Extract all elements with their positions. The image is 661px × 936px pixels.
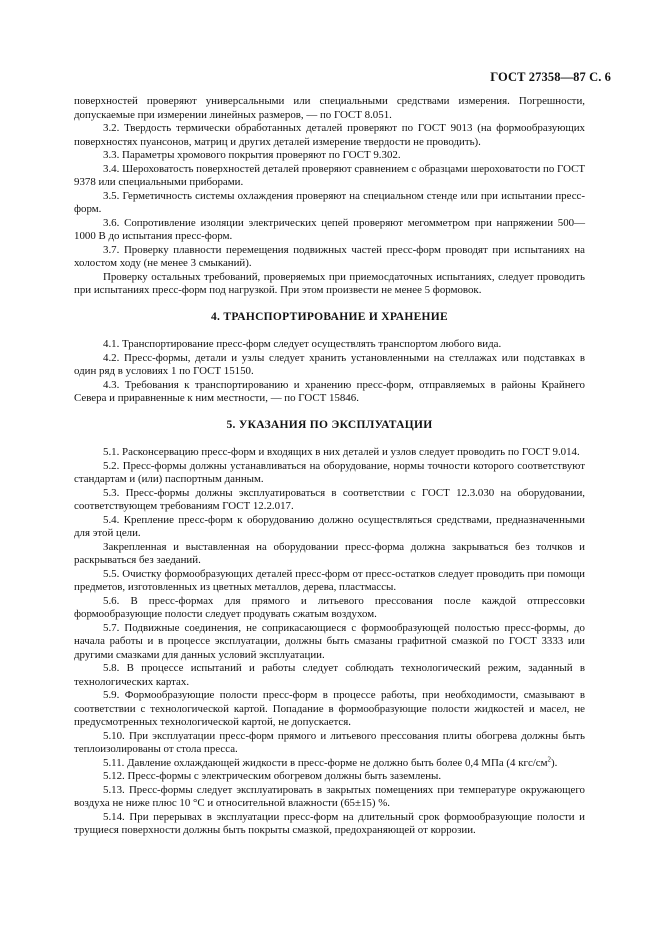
paragraph-5-6: 5.6. В пресс-формах для прямого и литьевого прессования после каждой отпрессовки формообразующие полости следует продувать сжатым воздухом. (74, 594, 585, 620)
paragraph-4-2: 4.2. Пресс-формы, детали и узлы следует хранить установленными на стеллажах или подставках в один ряд в условиях 1 по ГОСТ 15150. (74, 351, 585, 377)
paragraph-3-6: 3.6. Сопротивление изоляции электрических цепей проверяют мегомметром при напряжении 500—1000 В до испытания пресс-форм. (74, 216, 585, 242)
paragraph-5-4: 5.4. Крепление пресс-форм к оборудованию должно осуществляться средствами, предназначенными для этой цели. (74, 513, 585, 539)
paragraph-3-7-note: Проверку остальных требований, проверяемых при приемосдаточных испытаниях, следует проводить при испытаниях пресс-форм под нагрузкой. При этом произвести не менее 5 формовок. (74, 270, 585, 296)
paragraph-5-1: 5.1. Расконсервацию пресс-форм и входящих в них деталей и узлов следует проводить по ГОСТ 9.014. (103, 446, 580, 458)
paragraph-5-13: 5.13. Пресс-формы следует эксплуатировать в закрытых помещениях при температуре окружающего воздуха не ниже плюс 10 °С и относительной влажности (65±15) %. (74, 783, 585, 809)
paragraph-3-4: 3.4. Шероховатость поверхностей деталей проверяют сравнением с образцами шероховатости по ГОСТ 9378 или специальными приборами. (74, 162, 585, 188)
paragraph-3-5: 3.5. Герметичность системы охлаждения проверяют на специальном стенде или при испытании пресс-форм. (74, 189, 585, 215)
superscript: 2 (547, 754, 552, 763)
paragraph-3-3: 3.3. Параметры хромового покрытия проверяют по ГОСТ 9.302. (103, 149, 401, 161)
paragraph-5-14: 5.14. При перерывах в эксплуатации пресс-форм на длительный срок формообразующие полости и трущиеся поверхности должны быть покрыты смазкой, предохраняющей от коррозии. (74, 810, 585, 836)
paragraph-5-5: 5.5. Очистку формообразующих деталей пресс-форм от пресс-остатков следует проводить при помощи предметов, изготовленных из цветных металлов, дерева, пластмассы. (74, 567, 585, 593)
paragraph-5-12: 5.12. Пресс-формы с электрическим обогревом должны быть заземлены. (103, 770, 442, 782)
paragraph-5-4-note: Закрепленная и выставленная на оборудовании пресс-форма должна закрываться без толчков и раскрываться без заеданий. (74, 540, 585, 566)
paragraph-5-9: 5.9. Формообразующие полости пресс-форм в процессе работы, при необходимости, смазывают в соответствии с технологической картой. Попадание в формообразующие полости жидкостей и масел, не предусмотренных технологической картой, не допускается. (74, 689, 585, 728)
paragraph-4-3: 4.3. Требования к транспортированию и хранению пресс-форм, отправляемых в районы Крайнего Севера и приравненные к ним местности, — по ГОСТ 15846. (74, 378, 585, 404)
paragraph-5-11-text: 5.11. Давление охлаждающей жидкости в пресс-форме не должно быть более 0,4 МПа (4 кгс/см (103, 756, 548, 769)
section-5-heading: 5. УКАЗАНИЯ ПО ЭКСПЛУАТАЦИИ (226, 418, 433, 431)
paragraph-5-11 (74, 754, 585, 771)
section-4-heading: 4. ТРАНСПОРТИРОВАНИЕ И ХРАНЕНИЕ (211, 310, 448, 323)
paragraph-5-3: 5.3. Пресс-формы должны эксплуатироваться в соответствии с ГОСТ 12.3.030 на оборудовании, соответствующем требованиям ГОСТ 12.2.017. (74, 486, 585, 512)
page-header: ГОСТ 27358—87 С. 6 (490, 70, 611, 84)
paragraph-4-1: 4.1. Транспортирование пресс-форм следует осуществлять транспортом любого вида. (103, 338, 502, 350)
paragraph-3-7: 3.7. Проверку плавности перемещения подвижных частей пресс-форм проводят при испытаниях на холостом ходу (не менее 3 смыканий). (74, 243, 585, 269)
paragraph-5-2: 5.2. Пресс-формы должны устанавливаться на оборудование, нормы точности которого соответствуют стандартам и (или) паспортным данным. (74, 459, 585, 485)
paragraph-3-2: 3.2. Твердость термически обработанных деталей проверяют по ГОСТ 9013 (на формообразующих поверхностях пуансонов, матриц и других деталей измерение твердости не проводить). (74, 122, 585, 148)
paragraph-5-8: 5.8. В процессе испытаний и работы следует соблюдать технологический режим, заданный в технологических картах. (74, 662, 585, 688)
paragraph-5-11-end: ). (551, 756, 558, 769)
document-body (74, 95, 585, 838)
paragraph-5-7: 5.7. Подвижные соединения, не соприкасающиеся с формообразующей полостью пресс-формы, до начала работы и в процессе эксплуатации, должны быть смазаны графитной смазкой по ГОСТ 3333 или другими смазками для данных условий эксплуатации. (74, 621, 585, 661)
paragraph-3-1-continued: поверхностей проверяют универсальными или специальными средствами измерения. Погрешности, допускаемые при измерении линейных размеров, — по ГОСТ 8.051. (74, 95, 585, 121)
paragraph-5-10: 5.10. При эксплуатации пресс-форм прямого и литьевого прессования плиты обогрева должны быть теплоизолированы от стола пресса. (74, 729, 585, 755)
